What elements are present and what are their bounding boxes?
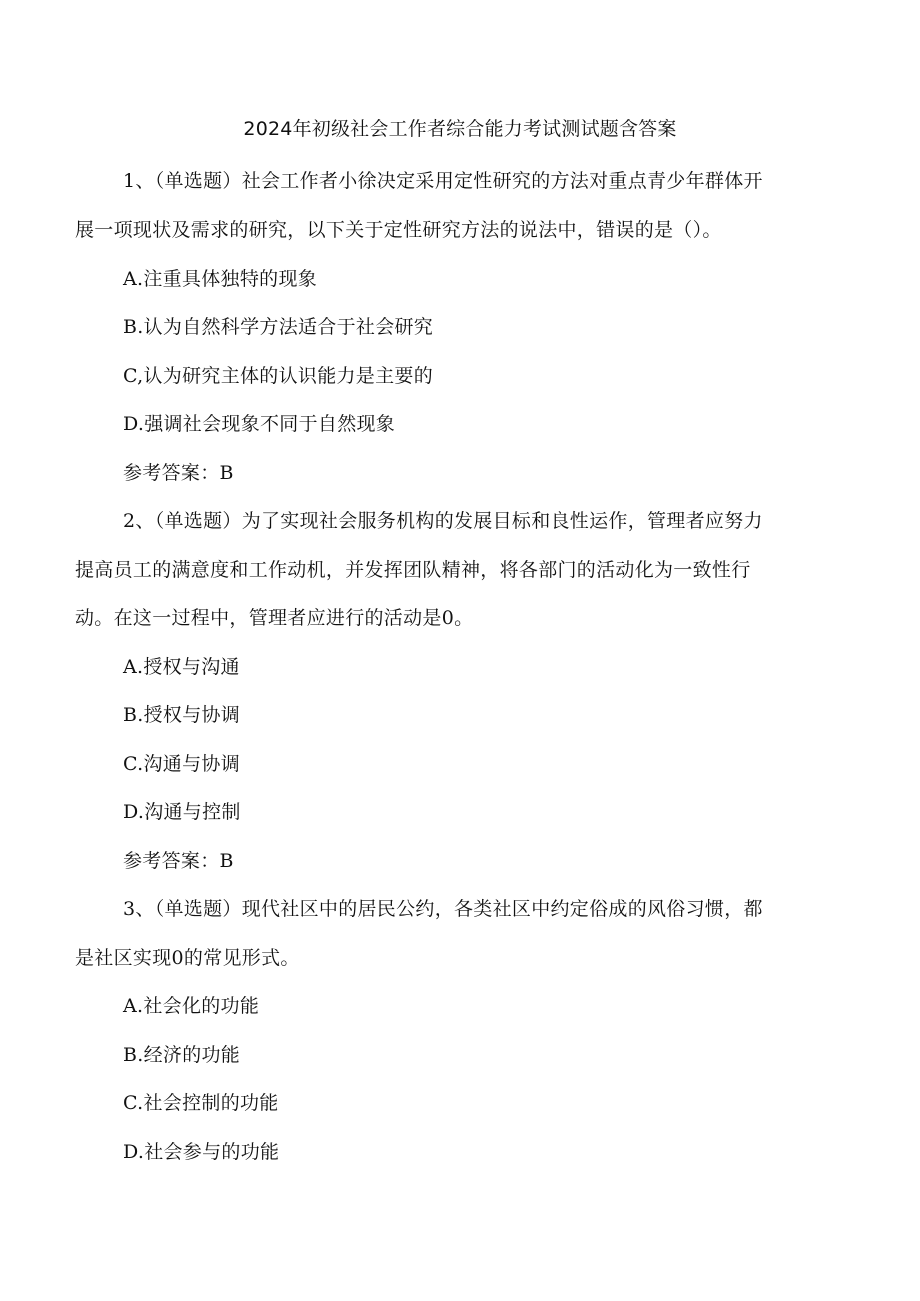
question-1-text-line-2: 展一项现状及需求的研究，以下关于定性研究方法的说法中，错误的是（）。: [75, 219, 722, 241]
question-1-option-c: C,认为研究主体的认识能力是主要的: [123, 365, 434, 387]
question-2-text-line-1: 2、（单选题）为了实现社会服务机构的发展目标和良性运作，管理者应努力: [123, 510, 763, 532]
question-3-text-line-2: 是社区实现0的常见形式。: [75, 947, 300, 969]
question-1-option-d: D.强调社会现象不同于自然现象: [123, 413, 396, 435]
question-2-text-line-3: 动。在这一过程中，管理者应进行的活动是0。: [75, 607, 474, 629]
document-title: 2024年初级社会工作者综合能力考试测试题含答案: [243, 118, 677, 140]
question-1-answer: 参考答案：B: [123, 462, 234, 484]
question-1-text-line-1: 1、（单选题）社会工作者小徐决定采用定性研究的方法对重点青少年群体开: [123, 170, 763, 192]
question-2-text-line-2: 提高员工的满意度和工作动机，并发挥团队精神，将各部门的活动化为一致性行: [75, 559, 751, 581]
question-3-text-line-1: 3、（单选题）现代社区中的居民公约，各类社区中约定俗成的风俗习惯，都: [123, 898, 763, 920]
question-2-option-d: D.沟通与控制: [123, 801, 241, 823]
question-1-option-a: A.注重具体独特的现象: [123, 268, 318, 290]
question-2-option-b: B.授权与协调: [123, 704, 241, 726]
question-2-option-c: C.沟通与协调: [123, 753, 241, 775]
question-3-option-c: C.社会控制的功能: [123, 1092, 279, 1114]
question-2-option-a: A.授权与沟通: [123, 656, 240, 678]
question-2-answer: 参考答案：B: [123, 850, 234, 872]
question-3-option-b: B.经济的功能: [123, 1044, 241, 1066]
question-1-option-b: B.认为自然科学方法适合于社会研究: [123, 316, 434, 338]
question-3-option-d: D.社会参与的功能: [123, 1141, 280, 1163]
question-3-option-a: A.社会化的功能: [123, 995, 260, 1017]
